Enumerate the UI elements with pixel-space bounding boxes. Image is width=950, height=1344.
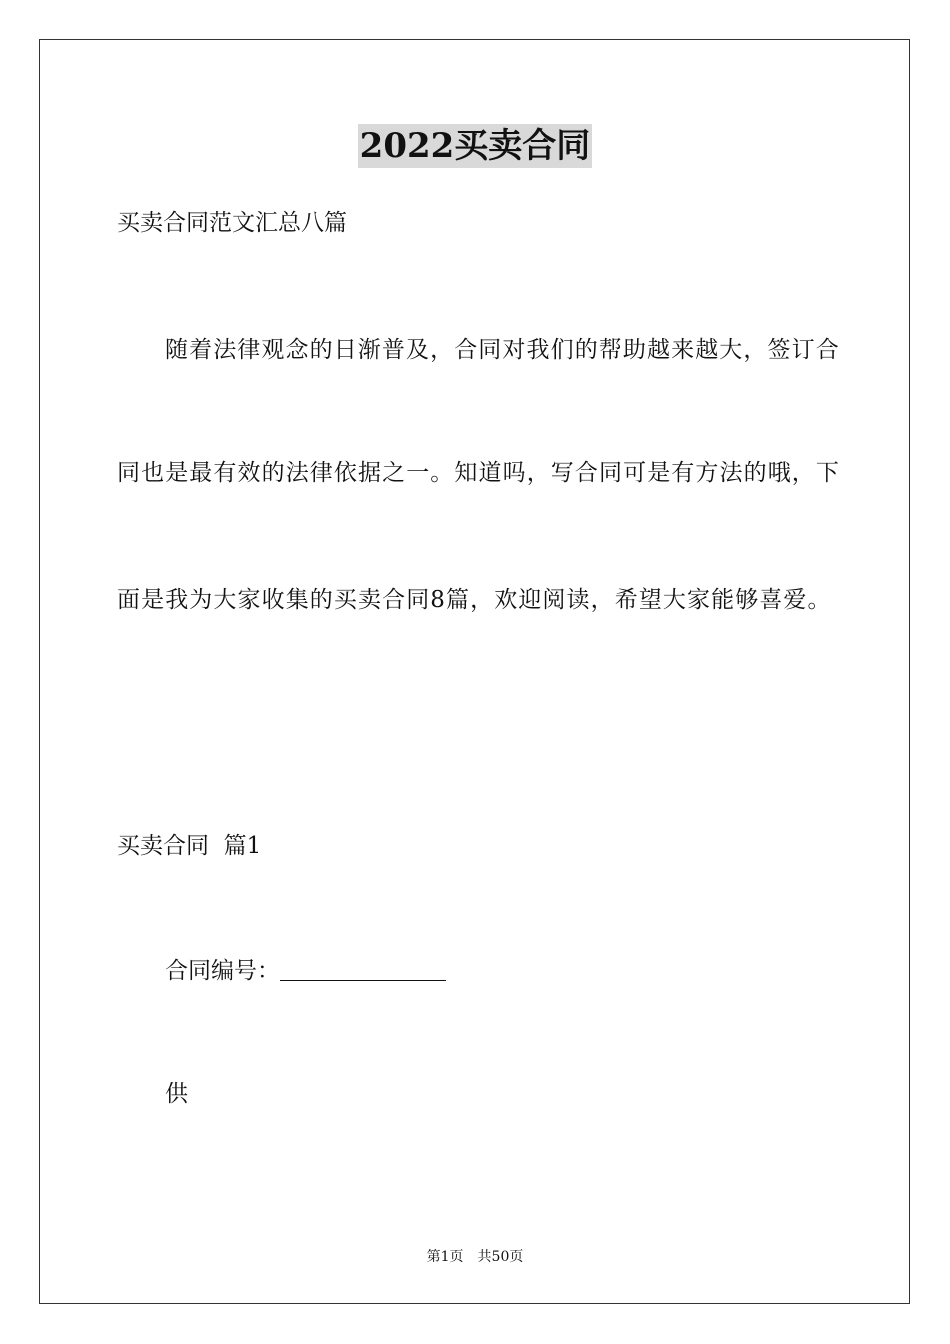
page-current: 第1页 xyxy=(426,1249,464,1265)
page-total: 共50页 xyxy=(477,1249,524,1265)
contract-number-blank xyxy=(280,956,446,981)
document-subtitle: 买卖合同范文汇总八篇 xyxy=(117,210,347,236)
contract-number-label: 合同编号： xyxy=(165,958,280,984)
page-footer xyxy=(0,1248,950,1266)
section-heading: 买卖合同 篇1 xyxy=(117,833,262,859)
intro-line-3: 面是我为大家收集的买卖合同8篇，欢迎阅读，希望大家能够喜爱。 xyxy=(117,587,832,613)
contract-number-row xyxy=(165,956,446,986)
intro-line-2: 同也是最有效的法律依据之一。知道吗，写合同可是有方法的哦，下 xyxy=(117,460,840,486)
document-title: 2022买卖合同 xyxy=(359,126,591,166)
supplier-label: 供 xyxy=(165,1081,188,1107)
intro-line-1: 随着法律观念的日渐普及，合同对我们的帮助越来越大，签订合 xyxy=(165,337,840,363)
title-container xyxy=(0,124,950,168)
